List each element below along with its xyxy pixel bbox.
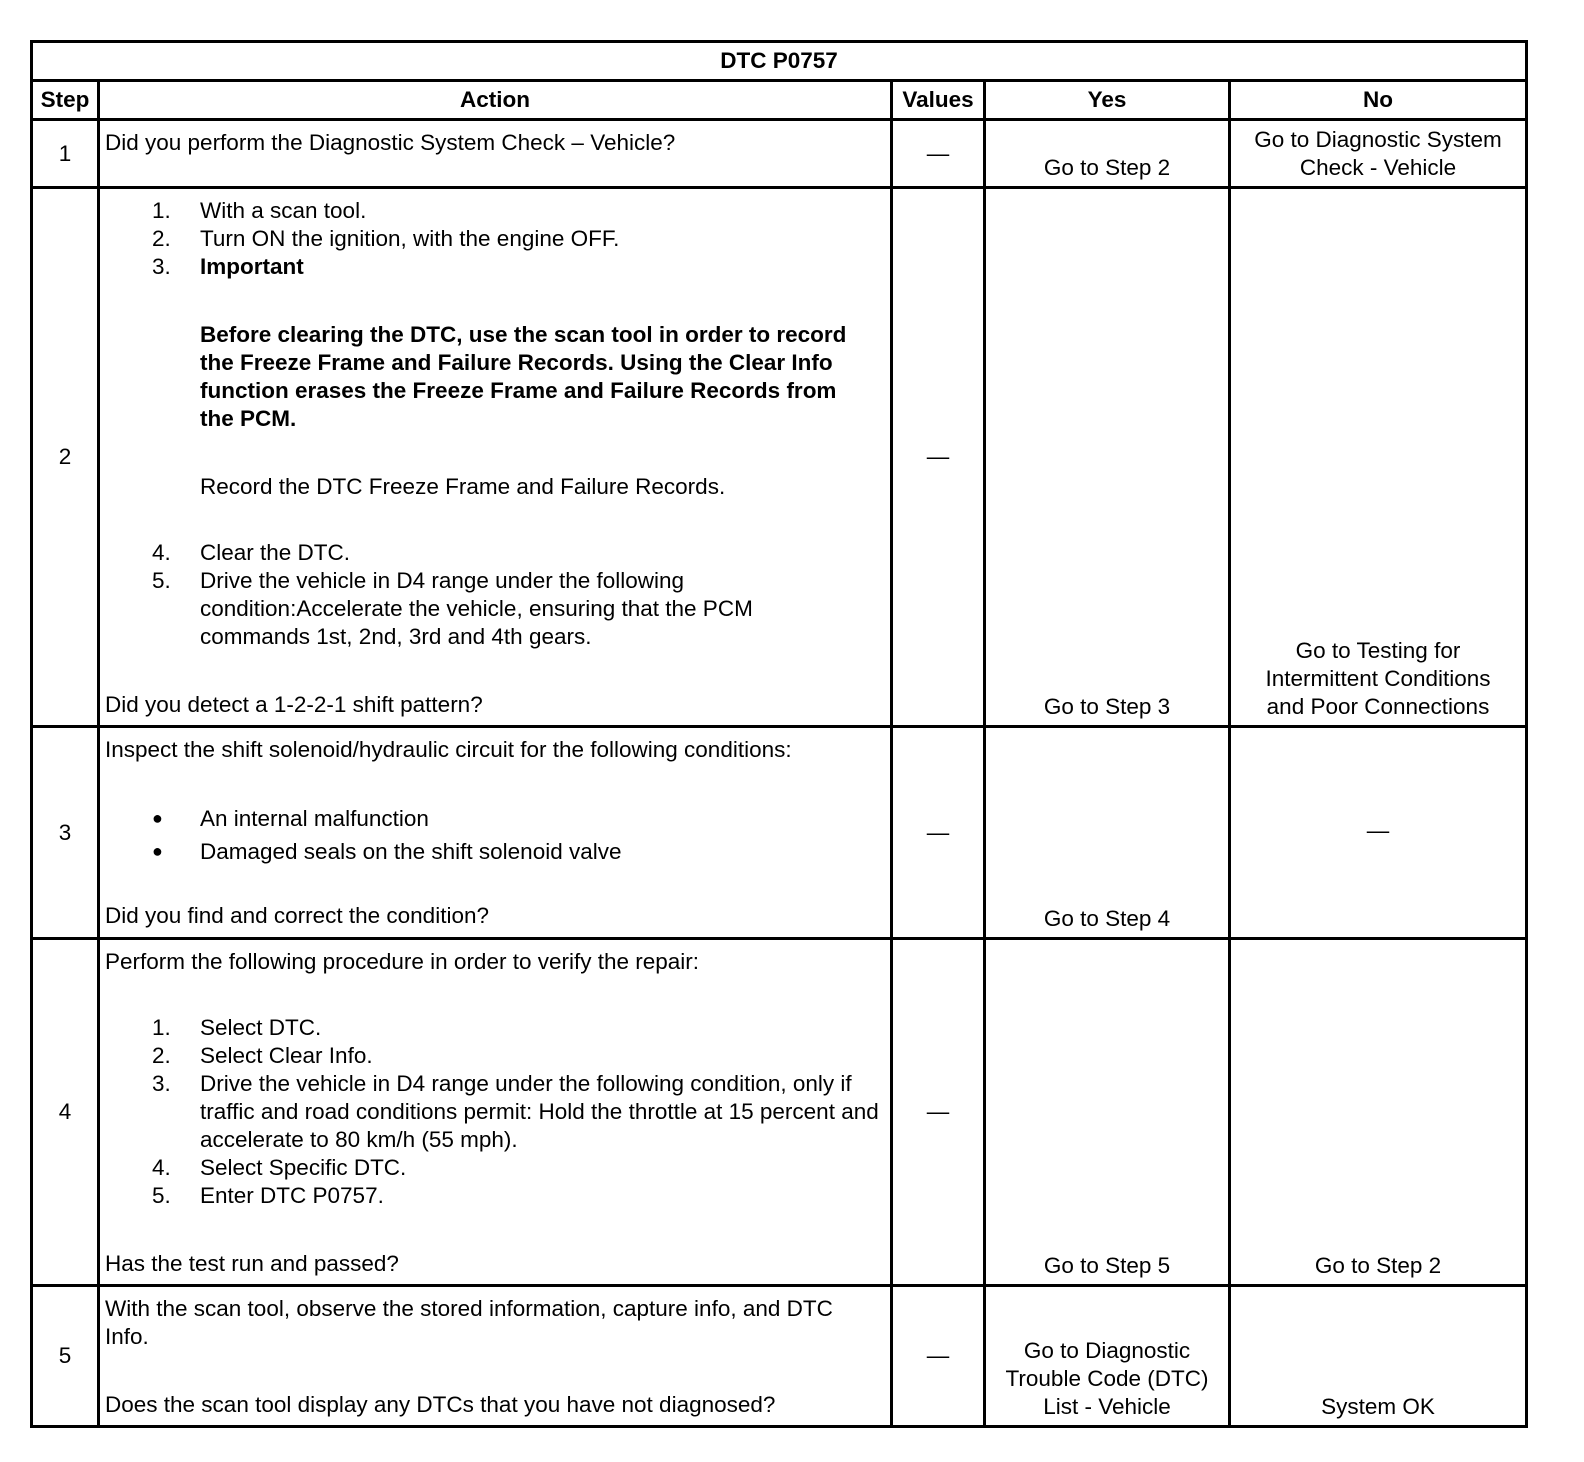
- values-cell: —: [892, 1286, 985, 1427]
- values-cell: —: [892, 727, 985, 939]
- item-text: Turn ON the ignition, with the engine OFF.: [200, 226, 620, 251]
- table-row: [32, 120, 1527, 188]
- item-text: Important: [200, 254, 304, 279]
- header-values: Values: [892, 81, 985, 120]
- no-line: Go to Diagnostic System: [1254, 127, 1502, 152]
- yes-cell: [985, 1286, 1230, 1427]
- yes-line: Trouble Code (DTC): [1005, 1366, 1209, 1391]
- no-cell: —: [1230, 727, 1527, 939]
- no-cell: System OK: [1230, 1286, 1527, 1427]
- action-cell: [99, 939, 892, 1286]
- bullet-icon: ●: [152, 808, 163, 828]
- table-row: [32, 1286, 1527, 1427]
- list-item: [105, 567, 886, 651]
- header-yes: Yes: [985, 81, 1230, 120]
- step-number: 2: [32, 188, 99, 727]
- item-number: 2.: [152, 1043, 171, 1068]
- list-item: [105, 835, 886, 868]
- item-text: Clear the DTC.: [200, 540, 351, 565]
- action-cell: [99, 727, 892, 939]
- no-line: and Poor Connections: [1266, 694, 1490, 719]
- list-item: [105, 253, 886, 281]
- question: Did you detect a 1-2-2-1 shift pattern?: [105, 692, 483, 717]
- header-no: No: [1230, 81, 1527, 120]
- values-cell: —: [892, 188, 985, 727]
- action-intro: Inspect the shift solenoid/hydraulic circuit for the following conditions:: [105, 737, 792, 762]
- no-cell: Go to Step 2: [1230, 939, 1527, 1286]
- yes-line: List - Vehicle: [1043, 1394, 1171, 1419]
- table-row: [32, 939, 1527, 1286]
- yes-cell: Go to Step 4: [985, 727, 1230, 939]
- item-number: 2.: [152, 226, 171, 251]
- question: Does the scan tool display any DTCs that you have not diagnosed?: [105, 1392, 776, 1417]
- table-row: [32, 727, 1527, 939]
- no-cell: [1230, 120, 1527, 188]
- step-number: 4: [32, 939, 99, 1286]
- list-item: [105, 1042, 886, 1070]
- item-text: An internal malfunction: [200, 806, 429, 831]
- action-cell: Did you perform the Diagnostic System Check – Vehicle?: [99, 120, 892, 188]
- no-line: Intermittent Conditions: [1265, 666, 1491, 691]
- item-number: 1.: [152, 1015, 171, 1040]
- values-cell: —: [892, 120, 985, 188]
- item-number: 3.: [152, 1071, 171, 1096]
- item-text: Drive the vehicle in D4 range under the following condition:Accelerate the vehicle, ensuring that the PCM commands 1st, 2nd, 3rd and 4th gears.: [200, 568, 753, 649]
- yes-line: Go to Diagnostic: [1023, 1338, 1191, 1363]
- header-action: Action: [99, 81, 892, 120]
- header-step: Step: [32, 81, 99, 120]
- list-item: [105, 197, 886, 225]
- table-row: [32, 188, 1527, 727]
- question: Has the test run and passed?: [105, 1251, 399, 1276]
- bullet-icon: ●: [152, 841, 163, 861]
- item-text: Drive the vehicle in D4 range under the following condition, only if traffic and road conditions permit: Hold the throttle at 15 percent and accelerate to 80 km/h (55 mph).: [200, 1071, 879, 1152]
- list-item: [105, 802, 886, 835]
- list-item: [105, 1154, 886, 1182]
- item-number: 5.: [152, 1183, 171, 1208]
- item-number: 4.: [152, 1155, 171, 1180]
- step-number: 1: [32, 120, 99, 188]
- important-note: Before clearing the DTC, use the scan tool in order to record the Freeze Frame and Failure Records. Using the Clear Info function erases the Freeze Frame and Failure Records from the PCM.: [200, 322, 847, 431]
- item-number: 1.: [152, 198, 171, 223]
- action-cell: [99, 1286, 892, 1427]
- item-text: Select Specific DTC.: [200, 1155, 407, 1180]
- item-text: Select DTC.: [200, 1015, 322, 1040]
- item-number: 4.: [152, 540, 171, 565]
- list-item: [105, 1182, 886, 1210]
- step-number: 3: [32, 727, 99, 939]
- action-intro: Perform the following procedure in order to verify the repair:: [105, 949, 700, 974]
- question: Did you find and correct the condition?: [105, 903, 489, 928]
- yes-cell: Go to Step 2: [985, 120, 1230, 188]
- item-number: 5.: [152, 568, 171, 593]
- no-line: Go to Testing for: [1295, 638, 1461, 663]
- yes-cell: Go to Step 3: [985, 188, 1230, 727]
- no-line: Check - Vehicle: [1299, 155, 1457, 180]
- item-text: Enter DTC P0757.: [200, 1183, 384, 1208]
- list-item: [105, 225, 886, 253]
- item-number: 3.: [152, 254, 171, 279]
- action-intro: With the scan tool, observe the stored information, capture info, and DTC Info.: [105, 1296, 833, 1349]
- item-text: Select Clear Info.: [200, 1043, 373, 1068]
- record-instruction: Record the DTC Freeze Frame and Failure Records.: [200, 474, 726, 499]
- no-cell: [1230, 188, 1527, 727]
- list-item: [105, 1014, 886, 1042]
- table-title: DTC P0757: [32, 42, 1527, 81]
- action-cell: [99, 188, 892, 727]
- item-text: With a scan tool.: [200, 198, 367, 223]
- item-text: Damaged seals on the shift solenoid valve: [200, 839, 622, 864]
- dtc-table: [30, 40, 1528, 1428]
- step-number: 5: [32, 1286, 99, 1427]
- list-item: [105, 1070, 886, 1154]
- yes-cell: Go to Step 5: [985, 939, 1230, 1286]
- values-cell: —: [892, 939, 985, 1286]
- list-item: [105, 539, 886, 567]
